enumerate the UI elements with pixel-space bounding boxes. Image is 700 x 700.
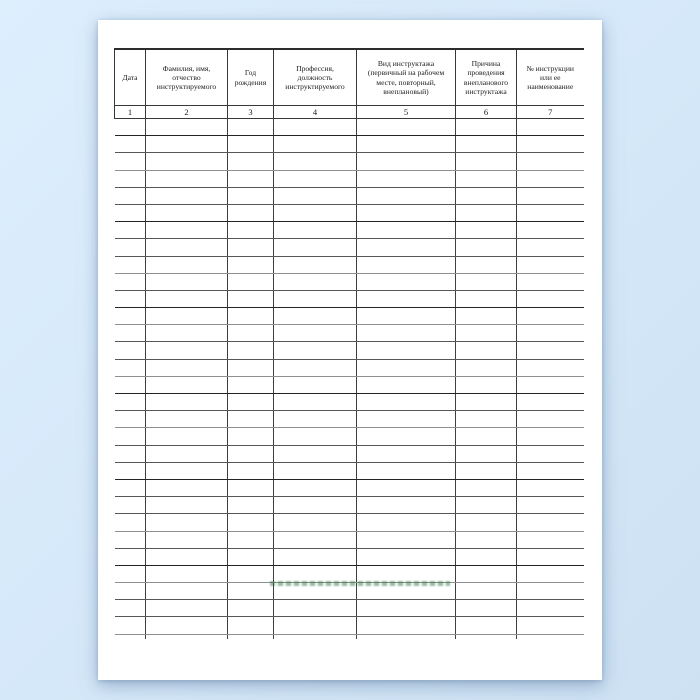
document-page [98, 20, 602, 680]
empty-cell [456, 497, 517, 514]
empty-row [115, 239, 584, 256]
empty-cell [274, 308, 357, 325]
empty-cell [357, 273, 456, 290]
empty-cell [146, 462, 228, 479]
empty-cell [146, 290, 228, 307]
empty-cell [357, 583, 456, 600]
empty-row [115, 479, 584, 496]
empty-cell [517, 239, 584, 256]
divider-overhang-cell [517, 634, 584, 639]
empty-cell [274, 153, 357, 170]
empty-cell [274, 428, 357, 445]
empty-cell [146, 617, 228, 634]
empty-cell [357, 548, 456, 565]
empty-cell [228, 204, 274, 221]
empty-cell [517, 308, 584, 325]
empty-cell [456, 256, 517, 273]
empty-row [115, 411, 584, 428]
empty-cell [517, 204, 584, 221]
col-header-date: Дата [115, 49, 146, 106]
empty-cell [357, 308, 456, 325]
empty-row [115, 462, 584, 479]
empty-cell [146, 204, 228, 221]
empty-cell [115, 600, 146, 617]
empty-cell [357, 514, 456, 531]
divider-overhang-cell [115, 634, 146, 639]
empty-cell [274, 617, 357, 634]
empty-cell [146, 583, 228, 600]
empty-cell [115, 617, 146, 634]
empty-cell [517, 119, 584, 136]
empty-cell [517, 187, 584, 204]
empty-cell [274, 342, 357, 359]
col-header-unscheduled-reason: Причина проведения внепланового инструктажа [456, 49, 517, 106]
empty-cell [357, 411, 456, 428]
empty-cell [115, 342, 146, 359]
empty-cell [357, 359, 456, 376]
empty-cell [274, 170, 357, 187]
empty-cell [274, 600, 357, 617]
empty-cell [274, 136, 357, 153]
empty-row [115, 514, 584, 531]
empty-cell [115, 565, 146, 582]
empty-cell [228, 462, 274, 479]
empty-cell [456, 308, 517, 325]
divider-overhang-cell [274, 634, 357, 639]
empty-cell [228, 359, 274, 376]
empty-cell [115, 325, 146, 342]
empty-cell [274, 204, 357, 221]
empty-cell [115, 411, 146, 428]
empty-cell [228, 153, 274, 170]
col-number-3: 3 [228, 106, 274, 119]
col-number-5: 5 [357, 106, 456, 119]
empty-cell [146, 170, 228, 187]
empty-cell [146, 359, 228, 376]
empty-cell [456, 119, 517, 136]
empty-row [115, 222, 584, 239]
empty-row [115, 204, 584, 221]
empty-cell [357, 170, 456, 187]
empty-cell [228, 239, 274, 256]
empty-cell [456, 445, 517, 462]
empty-cell [456, 411, 517, 428]
col-header-profession: Профессия, должность инструктируемого [274, 49, 357, 106]
empty-cell [456, 342, 517, 359]
empty-cell [274, 273, 357, 290]
empty-cell [517, 497, 584, 514]
empty-cell [517, 290, 584, 307]
empty-cell [274, 583, 357, 600]
empty-cell [146, 273, 228, 290]
empty-cell [517, 342, 584, 359]
empty-cell [274, 548, 357, 565]
empty-cell [146, 411, 228, 428]
empty-cell [357, 462, 456, 479]
col-number-6: 6 [456, 106, 517, 119]
empty-cell [228, 256, 274, 273]
empty-cell [517, 428, 584, 445]
col-header-briefing-type: Вид инструктажа (первичный на рабочем месте, повторный, внеплановый) [357, 49, 456, 106]
empty-cell [228, 273, 274, 290]
empty-cell [146, 342, 228, 359]
empty-row [115, 583, 584, 600]
empty-cell [517, 376, 584, 393]
empty-cell [146, 187, 228, 204]
empty-row [115, 136, 584, 153]
empty-cell [357, 497, 456, 514]
empty-cell [456, 290, 517, 307]
empty-cell [274, 239, 357, 256]
empty-cell [517, 222, 584, 239]
empty-cell [115, 153, 146, 170]
empty-cell [274, 325, 357, 342]
empty-row [115, 428, 584, 445]
empty-cell [357, 428, 456, 445]
empty-row [115, 359, 584, 376]
divider-overhang-cell [228, 634, 274, 639]
empty-cell [228, 308, 274, 325]
empty-cell [228, 290, 274, 307]
empty-cell [517, 531, 584, 548]
empty-cell [146, 514, 228, 531]
empty-cell [274, 119, 357, 136]
empty-row [115, 342, 584, 359]
empty-cell [357, 204, 456, 221]
empty-cell [228, 342, 274, 359]
empty-cell [228, 222, 274, 239]
empty-cell [357, 325, 456, 342]
empty-cell [146, 308, 228, 325]
empty-cell [115, 170, 146, 187]
empty-cell [456, 394, 517, 411]
empty-cell [456, 565, 517, 582]
empty-cell [357, 187, 456, 204]
empty-cell [146, 497, 228, 514]
empty-cell [357, 617, 456, 634]
empty-cell [456, 359, 517, 376]
empty-cell [228, 565, 274, 582]
empty-cell [456, 428, 517, 445]
empty-cell [115, 359, 146, 376]
empty-cell [115, 290, 146, 307]
col-header-instruction-number: № инструкции или ее наименование [517, 49, 584, 106]
empty-cell [517, 394, 584, 411]
empty-cell [228, 394, 274, 411]
empty-cell [517, 273, 584, 290]
empty-row [115, 376, 584, 393]
table-body [115, 119, 584, 639]
empty-cell [274, 256, 357, 273]
empty-cell [115, 428, 146, 445]
empty-cell [357, 565, 456, 582]
empty-cell [228, 136, 274, 153]
empty-row [115, 394, 584, 411]
empty-cell [274, 394, 357, 411]
empty-row [115, 565, 584, 582]
empty-cell [274, 497, 357, 514]
empty-cell [274, 359, 357, 376]
empty-cell [517, 617, 584, 634]
col-number-1: 1 [115, 106, 146, 119]
empty-cell [228, 531, 274, 548]
empty-cell [146, 531, 228, 548]
empty-row [115, 548, 584, 565]
empty-cell [517, 411, 584, 428]
empty-row [115, 170, 584, 187]
empty-row [115, 325, 584, 342]
empty-cell [456, 376, 517, 393]
empty-cell [357, 342, 456, 359]
empty-row [115, 119, 584, 136]
empty-cell [357, 394, 456, 411]
empty-cell [146, 565, 228, 582]
empty-cell [228, 600, 274, 617]
empty-cell [357, 222, 456, 239]
col-number-4: 4 [274, 106, 357, 119]
empty-cell [228, 617, 274, 634]
empty-cell [456, 273, 517, 290]
empty-cell [115, 187, 146, 204]
empty-cell [228, 187, 274, 204]
empty-cell [146, 239, 228, 256]
empty-cell [115, 222, 146, 239]
empty-cell [274, 462, 357, 479]
divider-overhang-cell [146, 634, 228, 639]
empty-cell [357, 600, 456, 617]
col-header-full-name: Фамилия, имя, отчество инструктируемого [146, 49, 228, 106]
empty-cell [357, 479, 456, 496]
empty-cell [456, 617, 517, 634]
empty-cell [274, 376, 357, 393]
empty-cell [274, 411, 357, 428]
empty-row [115, 273, 584, 290]
column-number-row [115, 106, 584, 119]
col-number-7: 7 [517, 106, 584, 119]
empty-cell [228, 170, 274, 187]
empty-cell [228, 445, 274, 462]
divider-overhang-row [115, 634, 584, 639]
empty-cell [115, 308, 146, 325]
empty-cell [357, 153, 456, 170]
empty-cell [517, 445, 584, 462]
empty-cell [274, 565, 357, 582]
empty-cell [146, 428, 228, 445]
empty-cell [517, 514, 584, 531]
empty-row [115, 256, 584, 273]
empty-cell [274, 531, 357, 548]
empty-cell [146, 600, 228, 617]
empty-cell [456, 136, 517, 153]
empty-cell [456, 462, 517, 479]
empty-cell [456, 153, 517, 170]
empty-cell [146, 445, 228, 462]
empty-cell [357, 136, 456, 153]
empty-cell [228, 428, 274, 445]
empty-cell [517, 548, 584, 565]
empty-cell [456, 583, 517, 600]
empty-cell [228, 325, 274, 342]
empty-row [115, 290, 584, 307]
empty-cell [357, 290, 456, 307]
empty-cell [456, 325, 517, 342]
empty-row [115, 497, 584, 514]
empty-row [115, 308, 584, 325]
empty-cell [456, 531, 517, 548]
empty-cell [274, 222, 357, 239]
empty-cell [228, 514, 274, 531]
empty-cell [115, 204, 146, 221]
empty-row [115, 600, 584, 617]
empty-cell [146, 479, 228, 496]
empty-cell [274, 514, 357, 531]
table-header-row [115, 49, 584, 106]
col-header-birth-year: Год рождения [228, 49, 274, 106]
empty-cell [115, 514, 146, 531]
empty-cell [146, 376, 228, 393]
divider-overhang-cell [456, 634, 517, 639]
empty-cell [456, 600, 517, 617]
empty-cell [115, 376, 146, 393]
empty-cell [115, 239, 146, 256]
empty-cell [456, 222, 517, 239]
empty-cell [146, 153, 228, 170]
empty-cell [115, 462, 146, 479]
empty-cell [357, 445, 456, 462]
empty-cell [517, 565, 584, 582]
empty-cell [115, 548, 146, 565]
empty-cell [456, 204, 517, 221]
empty-cell [115, 273, 146, 290]
empty-cell [517, 325, 584, 342]
empty-cell [517, 479, 584, 496]
empty-cell [228, 119, 274, 136]
empty-cell [228, 497, 274, 514]
empty-cell [357, 239, 456, 256]
empty-cell [228, 479, 274, 496]
empty-cell [274, 290, 357, 307]
empty-cell [115, 256, 146, 273]
empty-cell [228, 376, 274, 393]
empty-cell [517, 583, 584, 600]
empty-cell [456, 548, 517, 565]
empty-cell [115, 445, 146, 462]
empty-cell [456, 187, 517, 204]
empty-row [115, 531, 584, 548]
empty-cell [456, 239, 517, 256]
empty-cell [357, 376, 456, 393]
empty-cell [146, 256, 228, 273]
empty-row [115, 187, 584, 204]
empty-cell [146, 222, 228, 239]
empty-cell [456, 479, 517, 496]
empty-cell [517, 600, 584, 617]
empty-cell [146, 325, 228, 342]
empty-cell [517, 136, 584, 153]
briefing-journal-table [114, 48, 584, 639]
divider-overhang-cell [357, 634, 456, 639]
empty-cell [115, 531, 146, 548]
empty-cell [146, 136, 228, 153]
empty-cell [274, 445, 357, 462]
empty-cell [517, 462, 584, 479]
empty-row [115, 445, 584, 462]
col-number-2: 2 [146, 106, 228, 119]
empty-cell [115, 394, 146, 411]
empty-cell [228, 548, 274, 565]
empty-cell [146, 119, 228, 136]
empty-cell [228, 583, 274, 600]
empty-cell [357, 119, 456, 136]
empty-cell [115, 479, 146, 496]
empty-cell [115, 583, 146, 600]
empty-cell [456, 514, 517, 531]
empty-cell [115, 136, 146, 153]
empty-row [115, 617, 584, 634]
empty-cell [357, 256, 456, 273]
empty-cell [115, 119, 146, 136]
empty-cell [146, 394, 228, 411]
empty-row [115, 153, 584, 170]
empty-cell [274, 187, 357, 204]
empty-cell [517, 256, 584, 273]
empty-cell [115, 497, 146, 514]
empty-cell [146, 548, 228, 565]
empty-cell [517, 153, 584, 170]
empty-cell [274, 479, 357, 496]
empty-cell [357, 531, 456, 548]
empty-cell [228, 411, 274, 428]
empty-cell [517, 359, 584, 376]
empty-cell [517, 170, 584, 187]
empty-cell [456, 170, 517, 187]
